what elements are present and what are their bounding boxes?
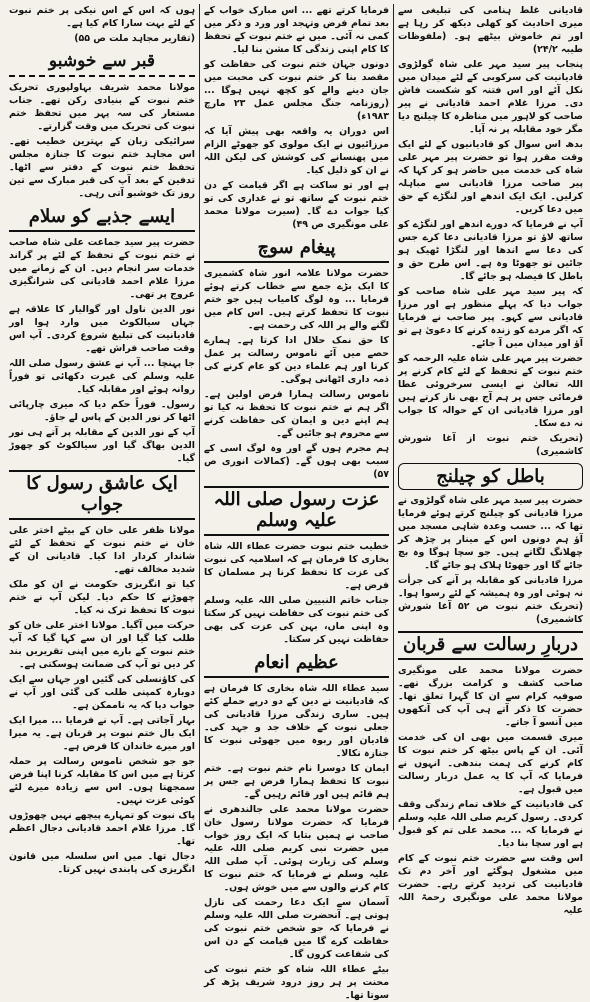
text-column: [393, 4, 587, 916]
paragraph: کہ پیر سید مہر علی شاہ صاحب کو جواب دیا کہ پہلے منظور ہے اور مرزا قادیانی سے کہو۔ پیر صاحب نے فرمایا کہ اگر مردے کو زندہ کرنے کا دعویٰ ہے تو آؤ اور میدان میں آ جائے۔: [398, 286, 583, 349]
section-heading: باطل کو چیلنج: [398, 463, 583, 490]
paragraph: حضرت پیر سید مہر علی شاہ گولڑوی نے مرزا قادیانی کو چیلنج کرتے ہوئے فرمایا تھا کہ ... حسب وعدہ شاہی مسجد میں آؤ ہم دونوں اس کے مینار پر چڑھ کر چھلانگ لگاتے ہیں۔ جو سچا ہوگا وہ بچ جائے گا اور جھوٹا ہلاک ہو جائے گا۔: [398, 495, 583, 571]
paragraph: فرمایا کرتے تھے ... اس مبارک خواب کے بعد تمام فرض وتہجد اور ورد و ذکر میں کمی نہ آئی۔ میں نے ختم نبوت کے تحفظ کا کام اپنی زندگی کا مشن بنا لیا۔: [204, 5, 389, 55]
paragraph: حضرت پیر مہر علی شاہ علیہ الرحمہ کو ختم نبوت کے تحفظ کے لئے کام کرنے پر اللہ تعالیٰ نے ایسی سرخروئی عطا فرمائی جس پر ہم آج بھی ناز کرتے ہیں اور مرزا قادیانی ان کے حوالہ کا جواب نہ دے سکا۔: [398, 353, 583, 429]
paragraph: ہے اور تو ساکت ہے اگر قیامت کے دن ختم نبوت کے ساتھ تو نے غداری کی تو کیا جواب دے گا۔ (سیرت مولانا محمد علی مونگیری ص ۴۹): [204, 180, 389, 230]
paragraph: بدھ اس سوال کو قادیانیوں کے لئے ایک وقت مقرر ہوا تو حضرت پیر مہر علی شاہ کی خدمت میں حاضر ہو کر کہا کہ پیر صاحب مرزا قادیانی سے مباہلہ کرلیں۔ ایک ایک اندھے اور لنگڑے کے حق میں دعا کریں۔: [398, 139, 583, 215]
paragraph: خطیب ختم نبوت حضرت عطاء اللہ شاہ بخاری کا فرمان ہے کہ اسلامیہ کی نبوت کی عزت کا تحفظ کرنا ہر مسلمان کا فرض ہے۔: [204, 541, 389, 591]
paragraph: کیا تو انگریزی حکومت نے ان کو ملک چھوڑنے کا حکم دیا۔ لیکن آپ نے ختم نبوت کا تحفظ ترک نہ کیا۔: [9, 579, 195, 616]
paragraph: مرزا قادیانی کو مقابلہ پر آنے کی جرأت نہ ہوئی اور وہ ہمیشہ کے لئے رسوا ہوا۔ (تحریک ختم نبوت ص ۵۲ آغا شورش کاشمیری): [398, 575, 583, 625]
paragraph: حرکت میں آگیا۔ مولانا اختر علی خان کو طلب کیا گیا اور ان سے کہا گیا کہ آپ ختم نبوت کے بارے میں اپنی تقریریں بند کر دیں تو آپ کی ضمانت ہوسکتی ہے۔: [9, 620, 195, 670]
paragraph: جو جو شخص ناموس رسالت پر حملہ کرتا ہے میں اس کا مقابلہ کرنا اپنا فرض سمجھتا ہوں۔ اس سے زیادہ میرے لئے کوئی عزت نہیں۔: [9, 756, 195, 806]
paragraph: سید عطاء اللہ شاہ بخاری کا فرمان ہے کہ قادیانیت نے دین کے دو درپے حملے کئے ہیں۔ ساری زندگی مرزا قادیانی کی جعلی نبوت کے خلاف جد و جہد کی۔ قادیان اور ربوہ میں جھوٹی نبوت کا جنازہ نکالا۔: [204, 683, 389, 759]
paragraph: (تقاریر مجاہد ملت ص ۵۵): [74, 33, 195, 44]
paragraph: ناموس رسالت ہمارا فرض اولین ہے۔ اگر ہم نے ختم نبوت کا تحفظ نہ کیا تو ہم اپنے دین و ایمان کی حفاظت کرنے سے محروم ہو جائیں گے۔: [204, 389, 389, 439]
paragraph: کا حق نمک حلال ادا کرتا ہے۔ ہمارے حصے میں آئے ناموس رسالت پر عمل کرنا اور ہم علماء دین کو عام کرنے کی ذمہ داری اٹھانی ہوگی۔: [204, 335, 389, 385]
paragraph: مولانا ظفر علی خان کے بیٹے اختر علی خان نے ختم نبوت کے تحفظ کے لئے شاندار کردار ادا کیا۔ قادیانی ان کے شدید مخالف تھے۔: [9, 525, 195, 575]
paragraph: آسمان سے ایک دعا رحمت کی نازل ہوتی ہے۔ آنحضرت صلی اللہ علیہ وسلم نے فرمایا کہ جو شخص ختم نبوت کی حفاظت کرے گا میں قیامت کے دن اس کی شفاعت کروں گا۔: [204, 897, 389, 960]
paragraph: آپ نے فرمایا کہ دورے اندھے اور لنگڑے کو ساتھ لاؤ تو مرزا قادیانی دعا کرے جس کی دعا سے اندھا اور لنگڑا ٹھیک ہو جائیں تو جھوٹا وہ ہے۔ اس طرح حق و باطل کا فیصلہ ہو جائے گا۔: [398, 219, 583, 282]
paragraph: اس وقت سے حضرت ختم نبوت کے کام میں مشغول ہوگئے اور آخر دم تک قادیانیت کی تردید کرتے رہے۔ حضرت مولانا محمد علی مونگیری رحمۃ اللہ علیہ: [398, 853, 583, 916]
paragraph: سرائیکی زبان کے بہترین خطیب تھے۔ اس مجاہد ختم نبوت کا جنازہ مجلس تحفظ ختم نبوت کے دفتر سے اٹھا۔ تدفین کے بعد آپ کی قبر مبارک سے تین روز تک خوشبو آتی رہی۔: [9, 136, 195, 199]
paragraph: پنجاب پیر سید مہر علی شاہ گولڑوی قادیانیت کی سرکوبی کے لئے میدان میں نکل آئے اور اس فتنہ کو شکست فاش دی۔ مرزا غلام احمد قادیانی نے پیر صاحب کو لاہور میں مناظرہ کا چیلنج دیا مگر خود مقابلہ پر نہ آیا۔: [398, 59, 583, 135]
section-heading: پیغام سوچ: [204, 236, 389, 263]
paragraph: پاک نبوت کو تمہارے پیچھے نہیں چھوڑوں گا۔ مرزا غلام احمد قادیانی دجال اعظم تھا۔: [9, 810, 195, 847]
text-column: [199, 4, 393, 1001]
paragraph: کی قادیانیت کے خلاف تمام زندگی وقف کردی۔ رسول کریم صلی اللہ علیہ وسلم نے فرمایا کہ ... محمد علی تم کو قبول ہے اور سچا بنا دیا۔: [398, 799, 583, 849]
paragraph: نور الدین ناول اور گوالیار کا علاقہ ہے جہاں سیالکوٹ میں وارد ہوا اور قادیانیت کی تبلیغ شروع کردی۔ آپ اس وقت صاحب فراش تھے۔: [9, 304, 195, 354]
paragraph: بہار آجاتی ہے۔ آپ نے فرمایا ... میرا ایک ایک بال ختم نبوت پر قربان ہے۔ یہ میرا اور میرے خاندان کا فرض ہے۔: [9, 715, 195, 752]
paragraph: (تحریک ختم نبوت از آغا شورش کاشمیری): [398, 433, 583, 457]
paragraph: ایمان کا دوسرا نام ختم نبوت ہے۔ ختم نبوت کا تحفظ ہمارا فرض ہے جس پر ہم قائم ہیں اور قائم رہیں گے۔: [204, 763, 389, 800]
section-heading: عظیم انعام: [204, 651, 389, 678]
paragraph: حضرت مولانا محمد علی مونگیری صاحب کشف و کرامت بزرگ تھے۔ صوفیہ کرام سے ان کا گہرا تعلق تھا۔ حضرت کا ذکر آتے ہی آپ کی آنکھوں میں آنسو آ جاتے۔: [398, 665, 583, 728]
section-heading: ایسے جذبے کو سلام: [9, 205, 195, 232]
paragraph: دونوں جہان ختم نبوت کی حفاظت کو مقصد بنا کر ختم نبوت کی محبت میں جان دینے والے کو کچھ نہیں ہوگا ... (روزنامہ جنگ مجلس عمل ۲۳ مارچ ۱۹۸۳ء): [204, 59, 389, 122]
section-heading: عزت رسول صلی اللہ علیہ وسلم: [204, 486, 389, 536]
paragraph: دجال تھا۔ میں اس سلسلہ میں قانون انگریزی کی پابندی نہیں کرتا۔: [9, 851, 195, 875]
paragraph: حضرت پیر سید جماعت علی شاہ صاحب نے ختم نبوت کے تحفظ کے لئے پر گراند خدمات سر انجام دیں۔ ان کے زمانے میں مرزا غلام احمد قادیانی کی شرانگیزی عروج پر تھی۔: [9, 237, 195, 300]
paragraph: ہم مجرم ہوں گے اور وہ لوگ اسی کے سبب بھی ہوں گے۔ (کمالات انوری ص ۵۷): [204, 443, 389, 480]
text-column: [5, 4, 199, 875]
paragraph: کی کاؤنسلی کی گئیں اور جہاں سے ایک دوبارہ کمپنی طلب کی گئی اور آپ نے جواب دیا کہ یہ ناممکن ہے۔: [9, 674, 195, 711]
section-heading: ایک عاشق رسول کا جواب: [9, 470, 195, 520]
paragraph: حضرت مولانا علامہ انور شاہ کشمیری کا ایک بڑے جمع سے خطاب کرتے ہوئے فرمایا ... وہ لوگ کامیاب ہیں جو ختم نبوت کا تحفظ کرتے ہیں۔ اس کام میں لگنے والے پر اللہ کی رحمت ہے۔: [204, 268, 389, 331]
paragraph: میری قسمت میں بھی ان کی خدمت آئی۔ ان کے پاس بیٹھ کر ختم نبوت کا کام کرنے کی ہمت بندھی۔ انہوں نے فرمایا کہ آپ کا یہ عمل دربار رسالت میں قبول ہے۔: [398, 732, 583, 795]
paragraph: جا پہنچا ... آپ نے عشق رسول صلی اللہ علیہ وسلم کی غیرت دکھائی تو فوراً روانہ ہوئے اور مقابلہ کیا۔: [9, 358, 195, 395]
paragraph: جناب خاتم النبیین صلی اللہ علیہ وسلم کی ختم نبوت کی حفاظت نہیں کر سکتا وہ اپنی ماں، بہن کی عزت کی بھی حفاظت نہیں کر سکتا۔: [204, 595, 389, 645]
paragraph: اس دوران یہ واقعہ بھی پیش آیا کہ مرزائیوں نے ایک مولوی کو جھوٹے الزام میں پھنسانے کی کوشش کی لیکن اللہ نے ان کو ذلیل کیا۔: [204, 126, 389, 176]
section-heading: دربارِ رسالت سے قربان: [398, 631, 583, 660]
paragraph: قادیانی غلط ہنامی کی تبلیغی سے میری احادیث کو کھلی دیکھ کر رہا ہے اور تم خاموش بیٹھے ہو۔ (ملفوظات طیبہ ۲۴/۲): [398, 5, 583, 55]
paragraph: بیٹے عطاء اللہ شاہ کو ختم نبوت کی محنت پر ہر روز درود شریف پڑھ کر سوتا تھا۔: [204, 964, 389, 1001]
paragraph: مولانا محمد شریف بہاولپوری تحریک ختم نبوت کے بنیادی رکن تھے۔ جناب مستعار کی سہ پہر میں تحفظ ختم نبوت کی تحریک میں وقت گزارتے۔: [9, 82, 195, 132]
paragraph: ہوں کہ اس کے اس نیکی پر ختم نبوت کے لئے بہت سارا کام کیا ہے۔: [9, 5, 195, 29]
paragraph: آپ کے نور الدین کے مقابلہ پر آتے ہی نور الدین بھاگ گیا اور سیالکوٹ کو چھوڑ گیا۔: [9, 427, 195, 464]
paragraph: رسول۔ فوراً حکم دیا کہ میری چارپائی اٹھا کر نور الدین کے پاس لے جاؤ۔: [9, 399, 195, 423]
paragraph: حضرت مولانا محمد علی جالندھری نے فرمایا کہ حضرت مولانا رسول خان صاحب نے ہمیں بتایا کہ ایک روز خواب میں حضرت نبی کریم صلی اللہ علیہ وسلم کی زیارت ہوئی۔ آپ صلی اللہ علیہ وسلم نے فرمایا کہ ختم نبوت کا کام کرنے والوں سے میں خوش ہوں۔: [204, 804, 389, 893]
section-heading: قبر سے خوشبو: [9, 50, 195, 77]
